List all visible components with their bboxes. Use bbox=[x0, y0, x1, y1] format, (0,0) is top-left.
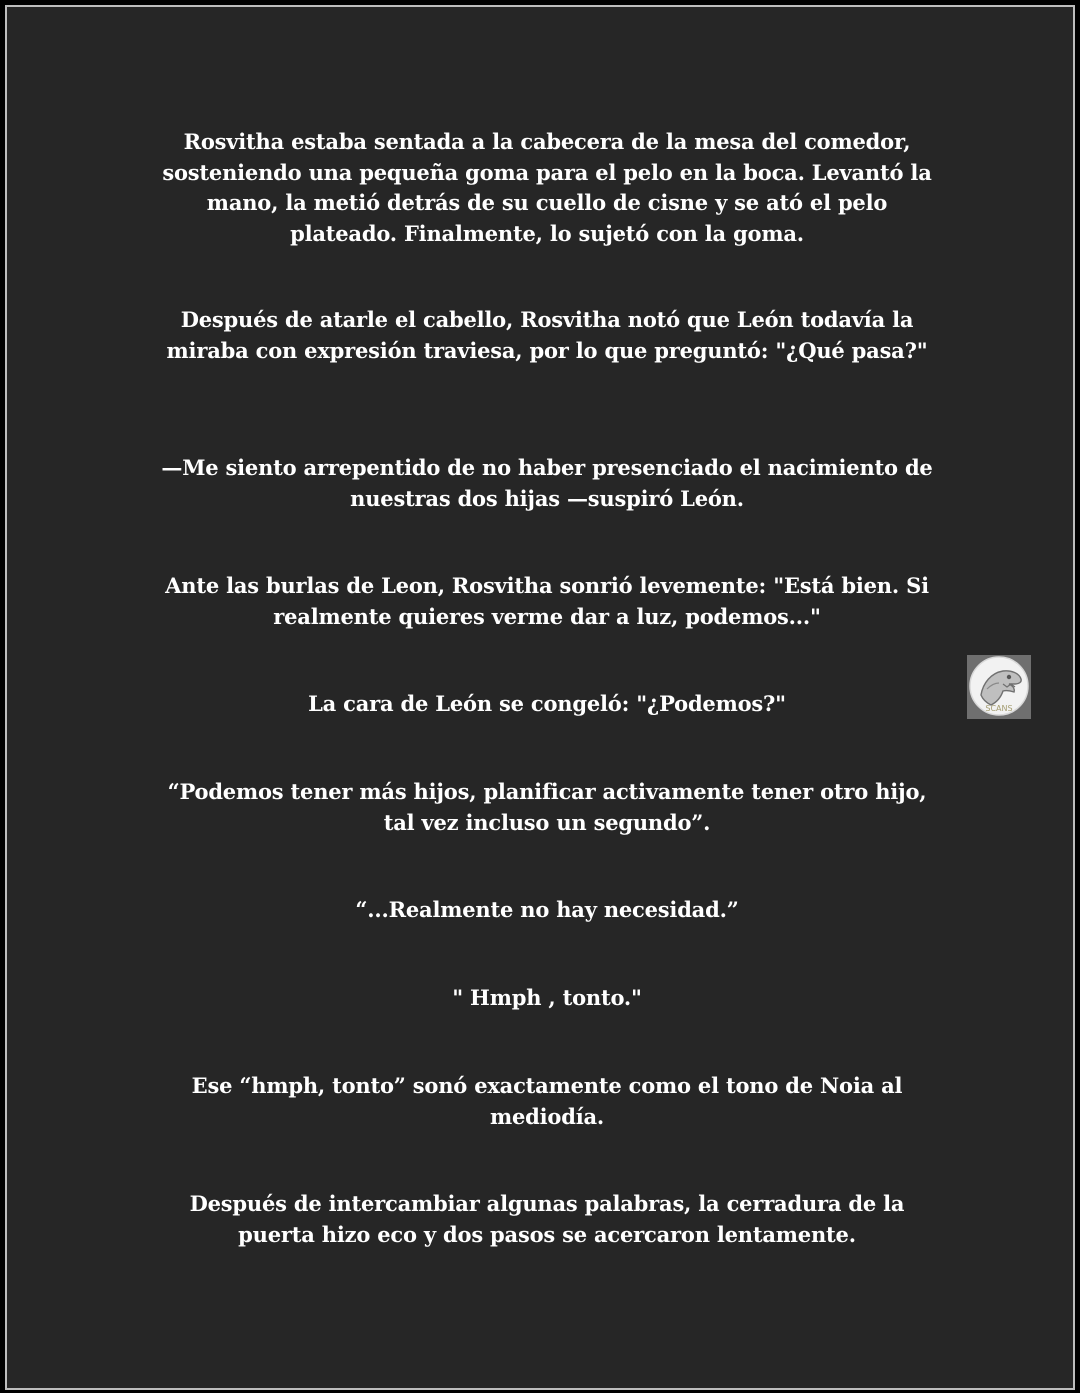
logo-text: SCANS bbox=[985, 704, 1013, 713]
paragraph-7: “...Realmente no hay necesidad.” bbox=[355, 897, 739, 922]
paragraph-8: " Hmph , tonto." bbox=[452, 985, 642, 1010]
paragraph-6: “Podemos tener más hijos, planificar activamente tener otro hijo, tal vez incluso un segundo”. bbox=[167, 779, 927, 835]
paragraph-4: Ante las burlas de Leon, Rosvitha sonrió levemente: "Está bien. Si realmente quieres verme dar a luz, podemos..." bbox=[165, 573, 929, 629]
paragraph-9: Ese “hmph, tonto” sonó exactamente como el tono de Noia al mediodía. bbox=[191, 1073, 903, 1129]
paragraph-2: Después de atarle el cabello, Rosvitha notó que León todavía la miraba con expresión traviesa, por lo que preguntó: "¿Qué pasa?" bbox=[166, 307, 928, 363]
scans-logo bbox=[967, 655, 1031, 719]
dinosaur-scans-logo-icon bbox=[967, 655, 1031, 719]
paragraph-3: —Me siento arrepentido de no haber presenciado el nacimiento de nuestras dos hijas —suspiró León. bbox=[161, 455, 933, 511]
paragraph-5: La cara de León se congeló: "¿Podemos?" bbox=[308, 691, 786, 716]
paragraph-10: Después de intercambiar algunas palabras, la cerradura de la puerta hizo eco y dos pasos se acercaron lentamente. bbox=[189, 1191, 905, 1247]
paragraph-1: Rosvitha estaba sentada a la cabecera de la mesa del comedor, sosteniendo una pequeña goma para el pelo en la boca. Levantó la mano, la metió detrás de su cuello de cisne y se ató el pelo plateado. Finalmente, lo sujetó con la goma. bbox=[162, 129, 932, 246]
document-page bbox=[5, 5, 1075, 1390]
